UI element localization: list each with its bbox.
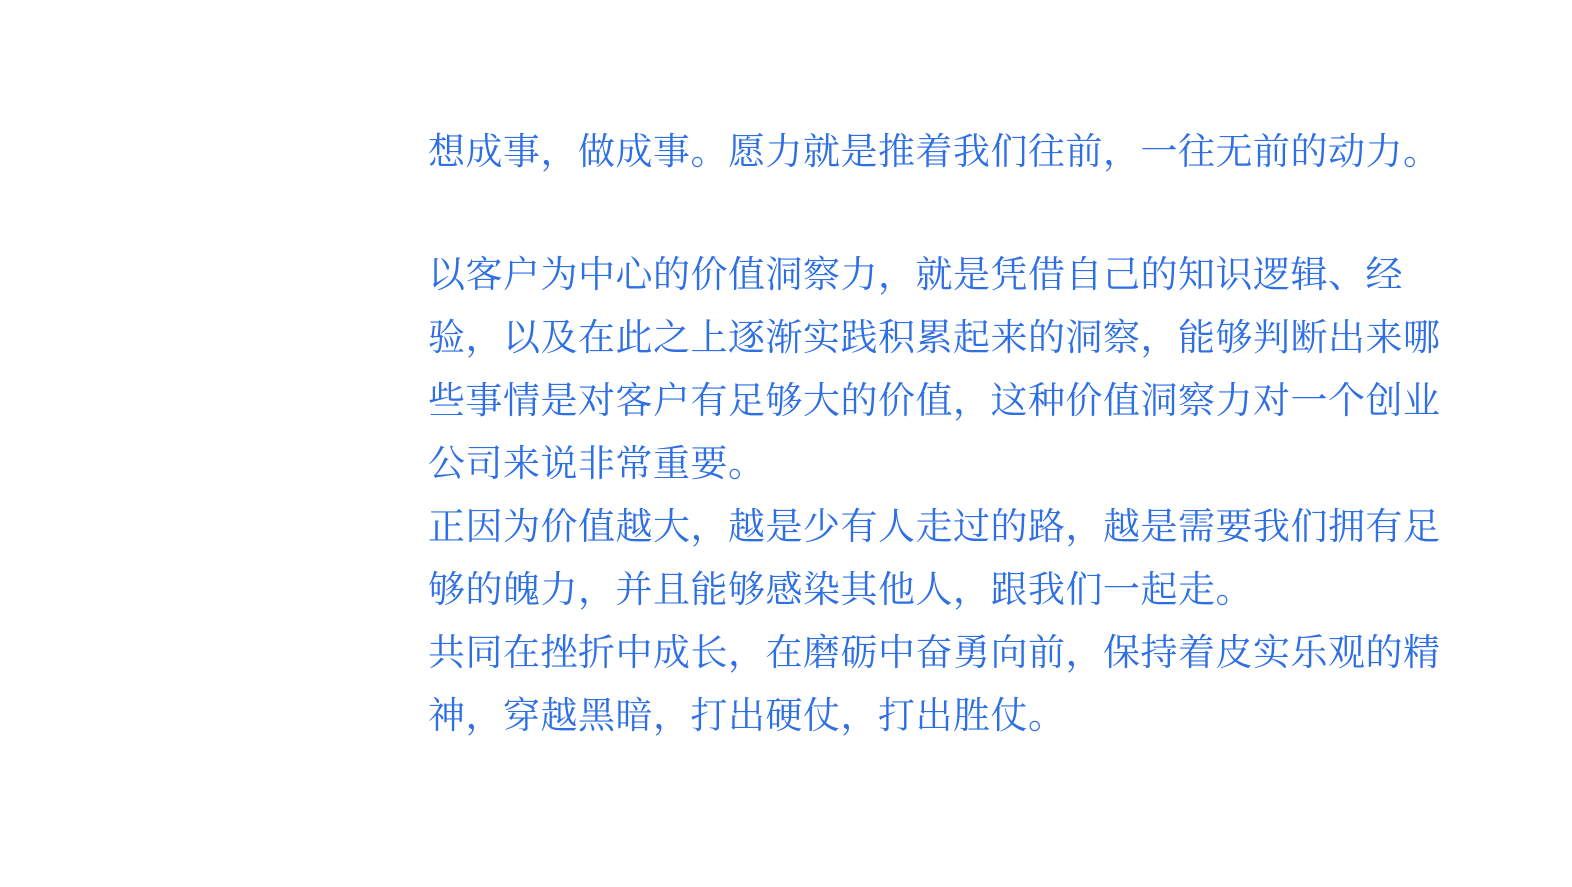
- paragraph-3: 正因为价值越大，越是少有人走过的路，越是需要我们拥有足够的魄力，并且能够感染其他人，跟我们一起走。: [428, 506, 1441, 610]
- paragraph-1: 想成事，做成事。愿力就是推着我们往前，一往无前的动力。: [428, 131, 1441, 172]
- paragraph-2: 以客户为中心的价值洞察力，就是凭借自己的知识逻辑、经验，以及在此之上逐渐实践积累起来的洞察，能够判断出来哪些事情是对客户有足够大的价值，这种价值洞察力对一个创业公司来说非常重要。: [428, 254, 1441, 484]
- paragraph-4: 共同在挫折中成长，在磨砺中奋勇向前，保持着皮实乐观的精神，穿越黑暗，打出硬仗，打出胜仗。: [428, 632, 1441, 736]
- document-body: [428, 120, 1448, 747]
